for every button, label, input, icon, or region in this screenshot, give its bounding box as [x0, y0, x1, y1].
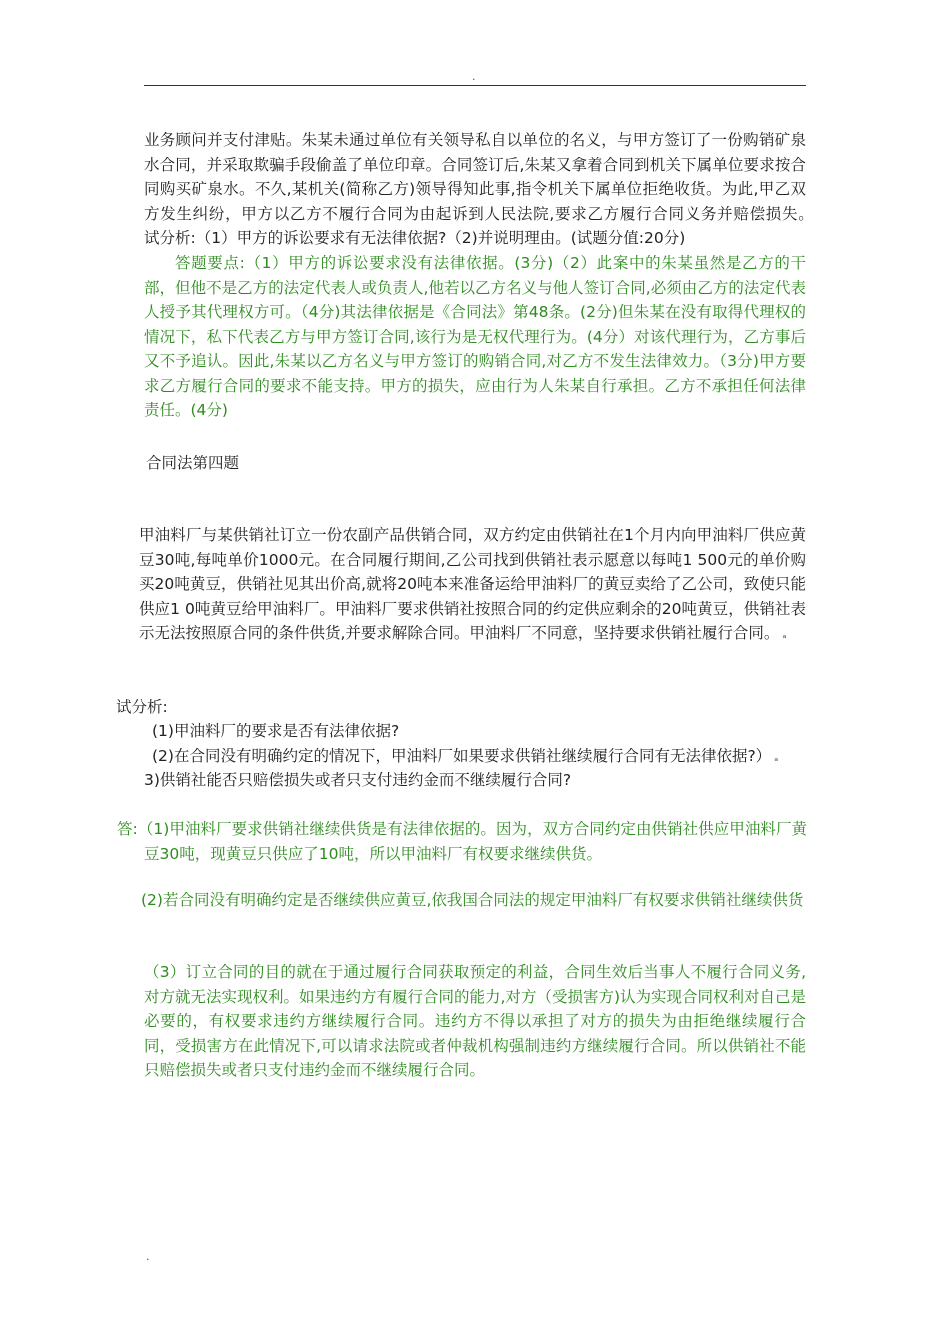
answer-2: (2)若合同没有明确约定是否继续供应黄豆,依我国合同法的规定甲油料厂有权要求供销社继续供货	[141, 891, 804, 909]
answer-3: （3）订立合同的目的就在于通过履行合同获取预定的利益，合同生效后当事人不履行合同义务,对方就无法实现权利。如果违约方有履行合同的能力,对方（受损害方)认为实现合同权利对自己是必要的，有权要求违约方继续履行合同。违约方不得以承担了对方的损失为由拒绝继续履行合同，受损害方在此情况下,可以请求法院或者仲裁机构强制违约方继续履行合同。所以供销社不能只赔偿损失或者只支付违约金而不继续履行合同。	[144, 963, 806, 1079]
header-dot: .	[472, 70, 476, 83]
paragraph-mark: ₐ	[782, 630, 787, 641]
case4-title: 合同法第四题	[146, 454, 240, 472]
question-2: (2)在合同没有明确约定的情况下，甲油料厂如果要求供销社继续履行合同有无法律依据?） ₐ	[152, 747, 779, 765]
answer-1: 答:（1)甲油料厂要求供销社继续供货是有法律依据的。因为，双方合同约定由供销社供应甲油料厂黄豆30吨，现黄豆只供应了10吨，所以甲油料厂有权要求继续供货。	[117, 820, 807, 863]
header-rule	[144, 85, 806, 86]
paragraph-mark: ₐ	[774, 753, 779, 764]
footer-dot: .	[146, 1250, 150, 1263]
question-3: 3)供销社能否只赔偿损失或者只支付违约金而不继续履行合同?	[144, 771, 572, 789]
question-1: (1)甲油料厂的要求是否有法律依据?	[152, 722, 400, 740]
ask-label: 试分析:	[116, 698, 168, 716]
case3-text: 业务顾问并支付津贴。朱某未通过单位有关领导私自以单位的名义，与甲方签订了一份购销矿泉水合同，并采取欺骗手段偷盖了单位印章。合同签订后,朱某又拿着合同到机关下属单位要求按合同购买矿泉水。不久,某机关(简称乙方)领导得知此事,指令机关下属单位拒绝收货。为此,甲乙双方发生纠纷，甲方以乙方不履行合同为由起诉到人民法院,要求乙方履行合同义务并赔偿损失。 试分析:（1）甲方的诉讼要求有无法律依据?（2)并说明理由。(试题分值:20分)	[144, 131, 822, 247]
case4-text: 甲油料厂与某供销社订立一份农副产品供销合同，双方约定由供销社在1个月内向甲油料厂供应黄豆30吨,每吨单价1000元。在合同履行期间,乙公司找到供销社表示愿意以每吨1 500元的单价购买20吨黄豆，供销社见其出价高,就将20吨本来准备运给甲油料厂的黄豆卖给了乙公司，致使只能供应1 0吨黄豆给甲油料厂。甲油料厂要求供销社按照合同的约定供应剩余的20吨黄豆，供销社表示无法按照原合同的条件供货,并要求解除合同。甲油料厂不同意，坚持要求供销社履行合同。 ₐ	[139, 526, 806, 642]
case3-answer: 答题要点:（1）甲方的诉讼要求没有法律依据。(3分)（2）此案中的朱某虽然是乙方的干部，但他不是乙方的法定代表人或负责人,他若以乙方名义与他人签订合同,必须由乙方的法定代表人授予其代理权方可。（4分)其法律依据是《合同法》第48条。(2分)但朱某在没有取得代理权的情况下，私下代表乙方与甲方签订合同,该行为是无权代理行为。(4分）对该代理行为，乙方事后又不予追认。因此,朱某以乙方名义与甲方签订的购销合同,对乙方不发生法律效力。（3分)甲方要求乙方履行合同的要求不能支持。甲方的损失，应由行为人朱某自行承担。乙方不承担任何法律责任。(4分)	[144, 254, 806, 419]
